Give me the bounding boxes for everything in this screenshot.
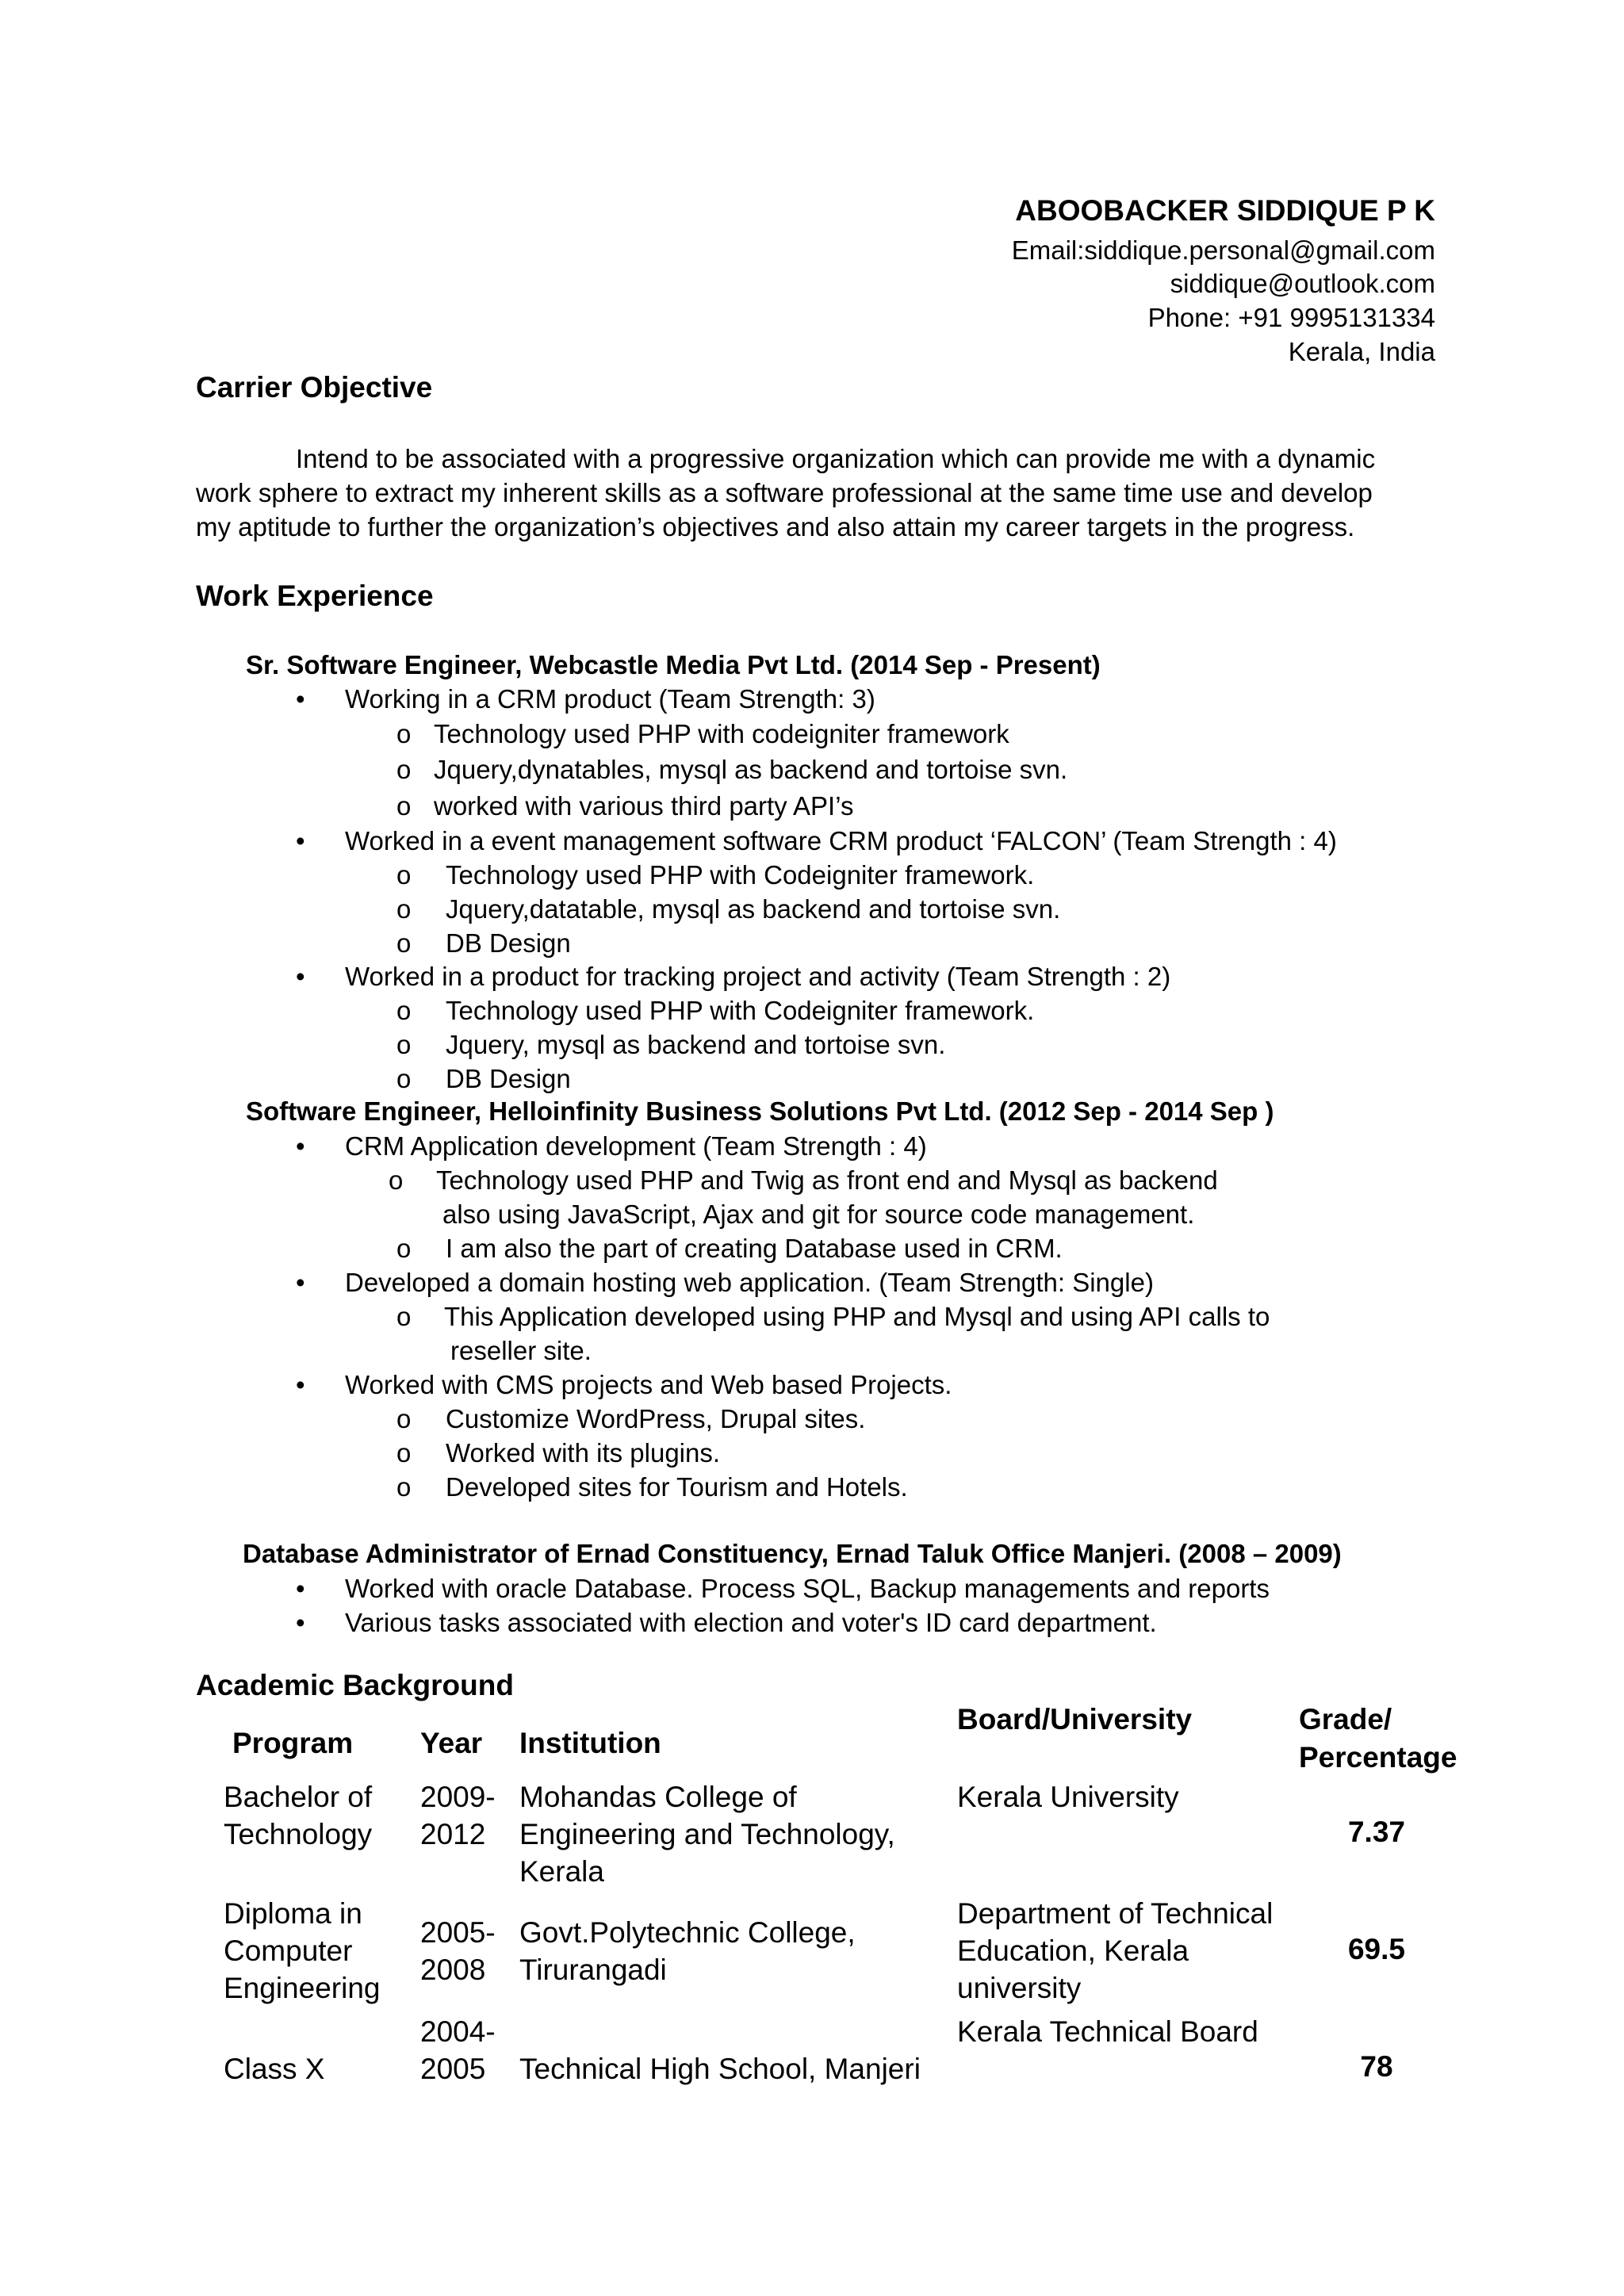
column-header-grade: Grade/ <box>1299 1703 1392 1735</box>
sub-bullet-icon: o <box>396 1438 412 1468</box>
cell-board: Kerala Technical Board <box>957 2015 1258 2048</box>
candidate-name: ABOOBACKER SIDDIQUE P K <box>1015 194 1435 227</box>
sub-bullet-icon: o <box>396 1030 412 1059</box>
cell-grade: 7.37 <box>1347 1816 1405 1848</box>
bullet-icon: • <box>296 1131 305 1161</box>
sub-bullet-item-continued: reseller site. <box>450 1336 592 1365</box>
bullet-icon: • <box>296 826 305 855</box>
cell-grade: 78 <box>1360 2050 1393 2083</box>
sub-bullet-item: I am also the part of creating Database used in CRM. <box>446 1234 1063 1263</box>
cell-year: 2004- 2005 <box>420 2015 496 2085</box>
location: Kerala, India <box>1288 337 1435 366</box>
bullet-item: Worked with oracle Database. Process SQL, Backup managements and reports <box>345 1574 1270 1603</box>
phone: Phone: +91 9995131334 <box>1147 303 1435 332</box>
bullet-icon: • <box>296 1268 305 1297</box>
sub-bullet-item: DB Design <box>446 1064 571 1093</box>
sub-bullet-item: Developed sites for Tourism and Hotels. <box>446 1472 908 1502</box>
sub-bullet-icon: o <box>396 791 412 821</box>
email-primary: Email:siddique.personal@gmail.com <box>1011 235 1435 265</box>
sub-bullet-item: Worked with its plugins. <box>446 1438 721 1468</box>
cell-program: Diploma in Computer Engineering <box>224 1897 381 2004</box>
sub-bullet-item: Customize WordPress, Drupal sites. <box>446 1404 866 1433</box>
column-header-year: Year <box>420 1727 483 1759</box>
bullet-item: Working in a CRM product (Team Strength: 3) <box>345 684 875 714</box>
bullet-icon: • <box>296 1370 305 1399</box>
sub-bullet-item: Technology used PHP with Codeigniter framework. <box>446 860 1035 890</box>
sub-bullet-icon: o <box>396 860 412 890</box>
sub-bullet-item: Jquery,datatable, mysql as backend and tortoise svn. <box>446 894 1061 924</box>
bullet-item: Various tasks associated with election and voter's ID card department. <box>345 1608 1157 1637</box>
sub-bullet-item: Technology used PHP with codeigniter framework <box>434 719 1009 748</box>
column-header-board: Board/University <box>957 1703 1193 1735</box>
sub-bullet-icon: o <box>396 1404 412 1433</box>
sub-bullet-icon: o <box>396 719 412 748</box>
bullet-item: CRM Application development (Team Strength : 4) <box>345 1131 927 1161</box>
sub-bullet-item: Jquery,dynatables, mysql as backend and tortoise svn. <box>434 755 1068 784</box>
work-heading: Work Experience <box>196 580 434 612</box>
objective-line: Intend to be associated with a progressive organization which can provide me with a dynamic <box>296 444 1376 473</box>
bullet-item: Developed a domain hosting web application. (Team Strength: Single) <box>345 1268 1154 1297</box>
sub-bullet-icon: o <box>396 1302 412 1331</box>
job-title: Software Engineer, Helloinfinity Business Solutions Pvt Ltd. (2012 Sep - 2014 Sep ) <box>246 1096 1274 1126</box>
objective-heading: Carrier Objective <box>196 371 433 404</box>
bullet-item: Worked with CMS projects and Web based Projects. <box>345 1370 952 1399</box>
cell-institution: Mohandas College of Engineering and Technology, Kerala <box>519 1781 895 1888</box>
job-title: Database Administrator of Ernad Constituency, Ernad Taluk Office Manjeri. (2008 – 2009) <box>243 1539 1342 1568</box>
bullet-icon: • <box>296 1608 305 1637</box>
sub-bullet-item: Technology used PHP with Codeigniter framework. <box>446 996 1035 1025</box>
email-secondary: siddique@outlook.com <box>1170 269 1435 298</box>
cell-institution: Technical High School, Manjeri <box>519 2053 921 2085</box>
bullet-item: Worked in a product for tracking project and activity (Team Strength : 2) <box>345 962 1171 991</box>
sub-bullet-icon: o <box>389 1165 404 1195</box>
sub-bullet-icon: o <box>396 1234 412 1263</box>
sub-bullet-icon: o <box>396 1064 412 1093</box>
cell-grade: 69.5 <box>1347 1933 1405 1965</box>
cell-program: Class X <box>224 2053 325 2085</box>
bullet-icon: • <box>296 962 305 991</box>
cell-board: Department of Technical Education, Kerala university <box>957 1897 1274 2004</box>
column-header-grade-sub: Percentage <box>1299 1741 1457 1774</box>
sub-bullet-icon: o <box>396 928 412 958</box>
sub-bullet-item: DB Design <box>446 928 571 958</box>
academic-heading: Academic Background <box>196 1669 514 1701</box>
sub-bullet-item: Jquery, mysql as backend and tortoise svn. <box>446 1030 946 1059</box>
job-title: Sr. Software Engineer, Webcastle Media Pvt Ltd. (2014 Sep - Present) <box>246 650 1101 679</box>
sub-bullet-icon: o <box>396 996 412 1025</box>
cell-year: 2009- 2012 <box>420 1781 496 1850</box>
bullet-item: Worked in a event management software CRM product ‘FALCON’ (Team Strength : 4) <box>345 826 1337 855</box>
cell-year: 2005- 2008 <box>420 1916 496 1986</box>
sub-bullet-item-continued: also using JavaScript, Ajax and git for source code management. <box>442 1200 1195 1229</box>
column-header-program: Program <box>232 1727 354 1759</box>
cell-board: Kerala University <box>957 1781 1179 1813</box>
sub-bullet-icon: o <box>396 1472 412 1502</box>
sub-bullet-item: worked with various third party API’s <box>434 791 854 821</box>
sub-bullet-item: This Application developed using PHP and Mysql and using API calls to <box>444 1302 1270 1331</box>
cell-program: Bachelor of Technology <box>224 1781 373 1850</box>
bullet-icon: • <box>296 1574 305 1603</box>
objective-line: work sphere to extract my inherent skills as a software professional at the same time use and develop <box>196 478 1373 507</box>
sub-bullet-item: Technology used PHP and Twig as front end and Mysql as backend <box>436 1165 1218 1195</box>
column-header-institution: Institution <box>519 1727 661 1759</box>
sub-bullet-icon: o <box>396 755 412 784</box>
cell-institution: Govt.Polytechnic College, Tirurangadi <box>519 1916 856 1986</box>
sub-bullet-icon: o <box>396 894 412 924</box>
objective-line: my aptitude to further the organization’s objectives and also attain my career targets in the progress. <box>196 512 1355 541</box>
bullet-icon: • <box>296 684 305 714</box>
